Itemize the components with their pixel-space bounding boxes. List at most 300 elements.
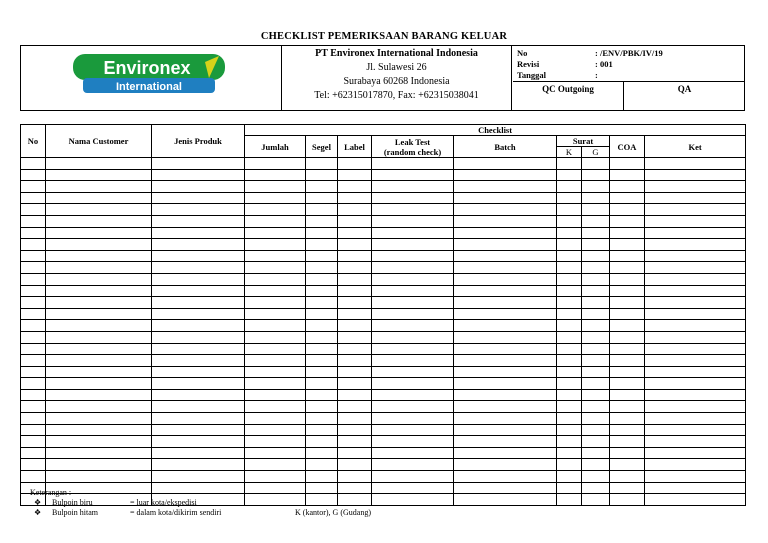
table-cell[interactable] xyxy=(582,273,610,285)
table-cell[interactable] xyxy=(338,494,372,506)
table-cell[interactable] xyxy=(46,215,152,227)
table-cell[interactable] xyxy=(582,215,610,227)
table-cell[interactable] xyxy=(454,389,557,401)
table-cell[interactable] xyxy=(645,389,746,401)
table-cell[interactable] xyxy=(245,285,306,297)
table-cell[interactable] xyxy=(46,308,152,320)
table-cell[interactable] xyxy=(557,297,582,309)
table-cell[interactable] xyxy=(610,366,645,378)
table-cell[interactable] xyxy=(557,413,582,425)
table-cell[interactable] xyxy=(645,482,746,494)
table-cell[interactable] xyxy=(582,239,610,251)
table-cell[interactable] xyxy=(557,447,582,459)
table-cell[interactable] xyxy=(46,297,152,309)
table-cell[interactable] xyxy=(557,181,582,193)
table-cell[interactable] xyxy=(46,262,152,274)
table-cell[interactable] xyxy=(306,181,338,193)
table-cell[interactable] xyxy=(338,378,372,390)
table-cell[interactable] xyxy=(645,204,746,216)
table-cell[interactable] xyxy=(338,471,372,483)
table-cell[interactable] xyxy=(152,343,245,355)
table-cell[interactable] xyxy=(245,297,306,309)
table-cell[interactable] xyxy=(338,413,372,425)
table-cell[interactable] xyxy=(338,436,372,448)
table-cell[interactable] xyxy=(557,331,582,343)
table-cell[interactable] xyxy=(454,447,557,459)
table-cell[interactable] xyxy=(338,459,372,471)
table-cell[interactable] xyxy=(454,378,557,390)
table-cell[interactable] xyxy=(245,471,306,483)
table-cell[interactable] xyxy=(338,285,372,297)
table-cell[interactable] xyxy=(645,436,746,448)
table-cell[interactable] xyxy=(557,250,582,262)
table-cell[interactable] xyxy=(46,413,152,425)
table-cell[interactable] xyxy=(21,308,46,320)
table-cell[interactable] xyxy=(152,181,245,193)
table-cell[interactable] xyxy=(338,192,372,204)
table-cell[interactable] xyxy=(152,389,245,401)
table-cell[interactable] xyxy=(338,343,372,355)
table-cell[interactable] xyxy=(338,389,372,401)
table-cell[interactable] xyxy=(46,401,152,413)
table-cell[interactable] xyxy=(582,424,610,436)
table-cell[interactable] xyxy=(306,308,338,320)
table-cell[interactable] xyxy=(454,192,557,204)
table-cell[interactable] xyxy=(21,297,46,309)
table-cell[interactable] xyxy=(21,239,46,251)
table-cell[interactable] xyxy=(372,343,454,355)
table-cell[interactable] xyxy=(610,436,645,448)
table-cell[interactable] xyxy=(454,297,557,309)
table-cell[interactable] xyxy=(21,181,46,193)
table-cell[interactable] xyxy=(610,204,645,216)
table-cell[interactable] xyxy=(645,158,746,170)
table-cell[interactable] xyxy=(152,250,245,262)
table-cell[interactable] xyxy=(306,192,338,204)
table-cell[interactable] xyxy=(306,471,338,483)
table-cell[interactable] xyxy=(245,250,306,262)
table-cell[interactable] xyxy=(21,273,46,285)
table-cell[interactable] xyxy=(46,343,152,355)
table-cell[interactable] xyxy=(557,355,582,367)
table-cell[interactable] xyxy=(645,169,746,181)
table-cell[interactable] xyxy=(610,227,645,239)
table-cell[interactable] xyxy=(306,459,338,471)
table-cell[interactable] xyxy=(46,424,152,436)
table-cell[interactable] xyxy=(306,331,338,343)
table-cell[interactable] xyxy=(557,192,582,204)
table-cell[interactable] xyxy=(557,459,582,471)
table-cell[interactable] xyxy=(454,273,557,285)
table-cell[interactable] xyxy=(245,215,306,227)
table-cell[interactable] xyxy=(152,447,245,459)
table-cell[interactable] xyxy=(582,413,610,425)
table-cell[interactable] xyxy=(372,204,454,216)
table-cell[interactable] xyxy=(46,192,152,204)
table-cell[interactable] xyxy=(372,181,454,193)
table-cell[interactable] xyxy=(454,181,557,193)
table-cell[interactable] xyxy=(152,482,245,494)
table-cell[interactable] xyxy=(46,459,152,471)
table-cell[interactable] xyxy=(582,447,610,459)
table-cell[interactable] xyxy=(46,331,152,343)
table-cell[interactable] xyxy=(152,436,245,448)
table-cell[interactable] xyxy=(152,204,245,216)
table-cell[interactable] xyxy=(306,355,338,367)
table-cell[interactable] xyxy=(582,250,610,262)
table-cell[interactable] xyxy=(338,215,372,227)
table-cell[interactable] xyxy=(557,494,582,506)
table-cell[interactable] xyxy=(372,459,454,471)
table-cell[interactable] xyxy=(21,169,46,181)
table-cell[interactable] xyxy=(557,273,582,285)
table-cell[interactable] xyxy=(21,158,46,170)
table-cell[interactable] xyxy=(21,355,46,367)
table-cell[interactable] xyxy=(645,413,746,425)
table-cell[interactable] xyxy=(152,273,245,285)
table-cell[interactable] xyxy=(306,424,338,436)
table-cell[interactable] xyxy=(306,436,338,448)
table-cell[interactable] xyxy=(245,308,306,320)
table-cell[interactable] xyxy=(338,355,372,367)
table-cell[interactable] xyxy=(372,158,454,170)
table-cell[interactable] xyxy=(454,471,557,483)
table-cell[interactable] xyxy=(338,262,372,274)
table-cell[interactable] xyxy=(372,401,454,413)
table-cell[interactable] xyxy=(645,273,746,285)
table-cell[interactable] xyxy=(372,471,454,483)
table-cell[interactable] xyxy=(46,204,152,216)
table-cell[interactable] xyxy=(582,471,610,483)
table-cell[interactable] xyxy=(306,273,338,285)
table-cell[interactable] xyxy=(21,447,46,459)
table-cell[interactable] xyxy=(645,181,746,193)
table-cell[interactable] xyxy=(610,389,645,401)
table-cell[interactable] xyxy=(557,215,582,227)
table-cell[interactable] xyxy=(152,355,245,367)
table-cell[interactable] xyxy=(557,366,582,378)
table-cell[interactable] xyxy=(46,239,152,251)
table-cell[interactable] xyxy=(557,471,582,483)
table-cell[interactable] xyxy=(306,447,338,459)
table-cell[interactable] xyxy=(245,227,306,239)
table-cell[interactable] xyxy=(152,320,245,332)
table-cell[interactable] xyxy=(645,366,746,378)
table-cell[interactable] xyxy=(454,436,557,448)
table-cell[interactable] xyxy=(582,192,610,204)
table-cell[interactable] xyxy=(645,250,746,262)
table-cell[interactable] xyxy=(338,181,372,193)
table-cell[interactable] xyxy=(645,424,746,436)
table-cell[interactable] xyxy=(21,331,46,343)
table-cell[interactable] xyxy=(454,262,557,274)
table-cell[interactable] xyxy=(306,285,338,297)
table-cell[interactable] xyxy=(557,227,582,239)
table-cell[interactable] xyxy=(372,355,454,367)
table-cell[interactable] xyxy=(454,158,557,170)
table-cell[interactable] xyxy=(152,378,245,390)
table-cell[interactable] xyxy=(245,401,306,413)
table-cell[interactable] xyxy=(245,262,306,274)
table-cell[interactable] xyxy=(245,181,306,193)
table-cell[interactable] xyxy=(152,215,245,227)
table-cell[interactable] xyxy=(338,320,372,332)
table-cell[interactable] xyxy=(645,447,746,459)
table-cell[interactable] xyxy=(557,389,582,401)
table-cell[interactable] xyxy=(245,192,306,204)
table-cell[interactable] xyxy=(454,308,557,320)
table-cell[interactable] xyxy=(454,355,557,367)
table-cell[interactable] xyxy=(245,169,306,181)
table-cell[interactable] xyxy=(610,320,645,332)
table-cell[interactable] xyxy=(338,273,372,285)
table-cell[interactable] xyxy=(245,320,306,332)
table-cell[interactable] xyxy=(454,343,557,355)
table-cell[interactable] xyxy=(372,494,454,506)
table-cell[interactable] xyxy=(645,239,746,251)
table-cell[interactable] xyxy=(582,158,610,170)
table-cell[interactable] xyxy=(152,413,245,425)
table-cell[interactable] xyxy=(338,239,372,251)
table-cell[interactable] xyxy=(610,215,645,227)
table-cell[interactable] xyxy=(582,378,610,390)
table-cell[interactable] xyxy=(645,215,746,227)
table-cell[interactable] xyxy=(21,320,46,332)
table-cell[interactable] xyxy=(610,424,645,436)
table-cell[interactable] xyxy=(21,413,46,425)
table-cell[interactable] xyxy=(372,424,454,436)
table-cell[interactable] xyxy=(46,378,152,390)
table-cell[interactable] xyxy=(306,239,338,251)
table-cell[interactable] xyxy=(338,297,372,309)
table-cell[interactable] xyxy=(306,250,338,262)
table-cell[interactable] xyxy=(245,204,306,216)
table-cell[interactable] xyxy=(338,250,372,262)
table-cell[interactable] xyxy=(582,181,610,193)
table-cell[interactable] xyxy=(306,401,338,413)
table-cell[interactable] xyxy=(21,424,46,436)
table-cell[interactable] xyxy=(21,204,46,216)
table-cell[interactable] xyxy=(610,459,645,471)
table-cell[interactable] xyxy=(245,343,306,355)
table-cell[interactable] xyxy=(372,297,454,309)
table-cell[interactable] xyxy=(372,320,454,332)
table-cell[interactable] xyxy=(46,250,152,262)
table-cell[interactable] xyxy=(21,227,46,239)
table-cell[interactable] xyxy=(645,192,746,204)
table-cell[interactable] xyxy=(557,436,582,448)
table-cell[interactable] xyxy=(152,308,245,320)
table-cell[interactable] xyxy=(645,378,746,390)
table-cell[interactable] xyxy=(245,494,306,506)
table-cell[interactable] xyxy=(454,459,557,471)
table-cell[interactable] xyxy=(152,297,245,309)
table-cell[interactable] xyxy=(454,250,557,262)
table-cell[interactable] xyxy=(557,239,582,251)
table-cell[interactable] xyxy=(46,355,152,367)
table-cell[interactable] xyxy=(152,227,245,239)
table-cell[interactable] xyxy=(645,227,746,239)
table-cell[interactable] xyxy=(306,215,338,227)
table-cell[interactable] xyxy=(557,158,582,170)
table-cell[interactable] xyxy=(454,239,557,251)
table-cell[interactable] xyxy=(557,204,582,216)
table-cell[interactable] xyxy=(21,366,46,378)
table-cell[interactable] xyxy=(557,308,582,320)
table-cell[interactable] xyxy=(645,262,746,274)
table-cell[interactable] xyxy=(557,378,582,390)
table-cell[interactable] xyxy=(306,482,338,494)
table-cell[interactable] xyxy=(245,447,306,459)
table-cell[interactable] xyxy=(610,471,645,483)
table-cell[interactable] xyxy=(245,482,306,494)
table-cell[interactable] xyxy=(245,239,306,251)
table-cell[interactable] xyxy=(557,262,582,274)
table-cell[interactable] xyxy=(338,158,372,170)
table-cell[interactable] xyxy=(306,204,338,216)
table-cell[interactable] xyxy=(152,366,245,378)
table-cell[interactable] xyxy=(610,262,645,274)
table-cell[interactable] xyxy=(582,331,610,343)
table-cell[interactable] xyxy=(306,389,338,401)
table-cell[interactable] xyxy=(645,343,746,355)
table-cell[interactable] xyxy=(306,343,338,355)
table-cell[interactable] xyxy=(245,424,306,436)
table-cell[interactable] xyxy=(46,285,152,297)
table-cell[interactable] xyxy=(46,436,152,448)
table-cell[interactable] xyxy=(582,494,610,506)
table-cell[interactable] xyxy=(557,169,582,181)
table-cell[interactable] xyxy=(610,355,645,367)
table-cell[interactable] xyxy=(610,378,645,390)
table-cell[interactable] xyxy=(372,227,454,239)
table-cell[interactable] xyxy=(46,320,152,332)
table-cell[interactable] xyxy=(21,285,46,297)
table-cell[interactable] xyxy=(645,494,746,506)
table-cell[interactable] xyxy=(152,158,245,170)
table-cell[interactable] xyxy=(152,459,245,471)
table-cell[interactable] xyxy=(306,169,338,181)
table-cell[interactable] xyxy=(245,436,306,448)
table-cell[interactable] xyxy=(582,389,610,401)
table-cell[interactable] xyxy=(306,494,338,506)
table-cell[interactable] xyxy=(46,447,152,459)
table-cell[interactable] xyxy=(152,285,245,297)
table-cell[interactable] xyxy=(610,273,645,285)
table-cell[interactable] xyxy=(21,250,46,262)
table-cell[interactable] xyxy=(645,459,746,471)
table-cell[interactable] xyxy=(46,158,152,170)
table-cell[interactable] xyxy=(152,262,245,274)
table-cell[interactable] xyxy=(645,285,746,297)
table-cell[interactable] xyxy=(610,447,645,459)
table-cell[interactable] xyxy=(645,401,746,413)
table-cell[interactable] xyxy=(306,413,338,425)
table-cell[interactable] xyxy=(582,262,610,274)
table-cell[interactable] xyxy=(372,308,454,320)
table-cell[interactable] xyxy=(610,285,645,297)
table-cell[interactable] xyxy=(372,389,454,401)
table-cell[interactable] xyxy=(46,227,152,239)
table-cell[interactable] xyxy=(454,204,557,216)
table-cell[interactable] xyxy=(21,471,46,483)
table-cell[interactable] xyxy=(582,355,610,367)
table-cell[interactable] xyxy=(582,308,610,320)
table-cell[interactable] xyxy=(372,250,454,262)
table-cell[interactable] xyxy=(582,401,610,413)
table-cell[interactable] xyxy=(454,401,557,413)
table-cell[interactable] xyxy=(610,181,645,193)
table-cell[interactable] xyxy=(372,447,454,459)
table-cell[interactable] xyxy=(46,389,152,401)
table-cell[interactable] xyxy=(454,285,557,297)
table-cell[interactable] xyxy=(46,169,152,181)
table-cell[interactable] xyxy=(152,471,245,483)
table-cell[interactable] xyxy=(245,158,306,170)
table-cell[interactable] xyxy=(152,331,245,343)
table-cell[interactable] xyxy=(152,401,245,413)
table-cell[interactable] xyxy=(245,355,306,367)
table-cell[interactable] xyxy=(338,308,372,320)
table-cell[interactable] xyxy=(454,331,557,343)
table-cell[interactable] xyxy=(372,378,454,390)
table-cell[interactable] xyxy=(338,401,372,413)
table-cell[interactable] xyxy=(610,494,645,506)
table-cell[interactable] xyxy=(372,215,454,227)
table-cell[interactable] xyxy=(454,366,557,378)
table-cell[interactable] xyxy=(645,471,746,483)
table-cell[interactable] xyxy=(557,482,582,494)
table-cell[interactable] xyxy=(454,482,557,494)
table-cell[interactable] xyxy=(372,331,454,343)
table-cell[interactable] xyxy=(582,227,610,239)
table-cell[interactable] xyxy=(610,297,645,309)
table-cell[interactable] xyxy=(610,239,645,251)
table-cell[interactable] xyxy=(582,343,610,355)
table-cell[interactable] xyxy=(582,169,610,181)
table-cell[interactable] xyxy=(306,158,338,170)
table-cell[interactable] xyxy=(582,366,610,378)
table-cell[interactable] xyxy=(645,297,746,309)
table-cell[interactable] xyxy=(245,459,306,471)
table-cell[interactable] xyxy=(245,413,306,425)
table-cell[interactable] xyxy=(338,204,372,216)
table-cell[interactable] xyxy=(46,273,152,285)
table-cell[interactable] xyxy=(645,331,746,343)
table-cell[interactable] xyxy=(306,297,338,309)
table-cell[interactable] xyxy=(557,285,582,297)
table-cell[interactable] xyxy=(610,401,645,413)
table-cell[interactable] xyxy=(46,471,152,483)
table-cell[interactable] xyxy=(582,482,610,494)
table-cell[interactable] xyxy=(306,227,338,239)
table-cell[interactable] xyxy=(338,366,372,378)
table-cell[interactable] xyxy=(21,215,46,227)
table-cell[interactable] xyxy=(372,482,454,494)
table-cell[interactable] xyxy=(645,308,746,320)
table-cell[interactable] xyxy=(21,343,46,355)
table-cell[interactable] xyxy=(454,413,557,425)
table-cell[interactable] xyxy=(372,239,454,251)
table-cell[interactable] xyxy=(21,192,46,204)
table-cell[interactable] xyxy=(372,285,454,297)
table-cell[interactable] xyxy=(645,320,746,332)
table-cell[interactable] xyxy=(372,192,454,204)
table-cell[interactable] xyxy=(557,401,582,413)
table-cell[interactable] xyxy=(454,494,557,506)
table-cell[interactable] xyxy=(245,273,306,285)
table-cell[interactable] xyxy=(152,239,245,251)
